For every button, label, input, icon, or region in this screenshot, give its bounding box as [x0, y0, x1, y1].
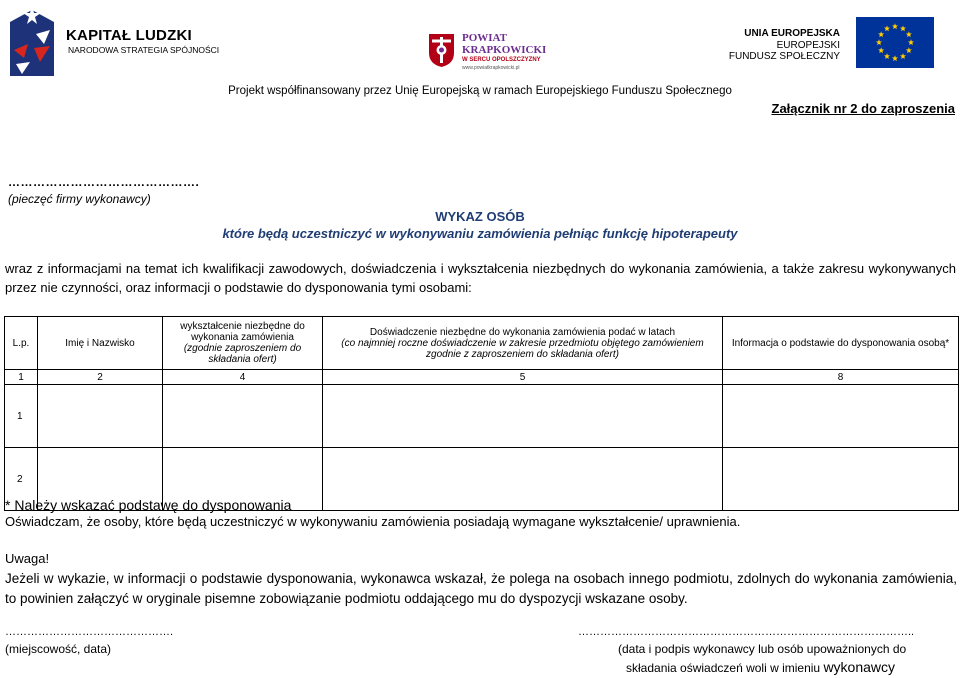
document-title: WYKAZ OSÓB	[435, 209, 525, 224]
basis-cell[interactable]	[723, 385, 959, 448]
experience-cell[interactable]	[323, 385, 723, 448]
education-cell[interactable]	[163, 385, 323, 448]
experience-cell[interactable]	[323, 448, 723, 511]
column-number: 4	[163, 370, 323, 385]
table-row	[5, 385, 959, 448]
intro-paragraph: wraz z informacjami na temat ich kwalifikacji zawodowych, doświadczenia i wykształcenia niezbędnych do wykonania zamówienia, a także zakresu wykonywanych przez nie czynności, oraz informacji o podstawie do dysponowania tymi osobami:	[5, 261, 956, 295]
header-experience	[323, 317, 723, 370]
persons-table	[4, 316, 959, 511]
signature-line: ………………………………………………………………………………..	[578, 626, 915, 638]
header-education-note: (zgodnie zaproszeniem do składania ofert)	[183, 343, 302, 365]
signature-label-line2	[626, 659, 895, 675]
eu-text-line2: EUROPEJSKI	[776, 40, 840, 51]
name-cell[interactable]	[38, 385, 163, 448]
row-number: 2	[5, 448, 38, 511]
signature-label-big: wykonawcy	[823, 659, 896, 675]
kapital-ludzki-subtitle: NARODOWA STRATEGIA SPÓJNOŚCI	[68, 45, 220, 55]
header-experience-main: Doświadczenie niezbędne do wykonania zamówienia podać w latach	[369, 326, 676, 338]
header-education	[163, 317, 323, 370]
signature-label-text: składania oświadczeń woli w imieniu	[626, 661, 821, 675]
stamp-placeholder: ……………………………………….	[8, 175, 200, 189]
column-number-row	[5, 370, 959, 385]
declaration-statement: Oświadczam, że osoby, które będą uczestniczyć w wykonywaniu zamówienia posiadają wymagane wykształcenie/ uprawnienia.	[5, 514, 741, 529]
eu-text-line3: FUNDUSZ SPOŁECZNY	[728, 51, 840, 62]
footnote: * Należy wskazać podstawę do dysponowania	[5, 497, 292, 513]
powiat-name-line2: KRAPKOWICKI	[462, 44, 547, 56]
document-subtitle: które będą uczestniczyć w wykonywaniu zamówienia pełniąc funkcję hipoterapeuty	[222, 226, 738, 241]
powiat-url: www.powiatkrapkowicki.pl	[462, 65, 520, 71]
basis-cell[interactable]	[723, 448, 959, 511]
column-number: 2	[38, 370, 163, 385]
warning-label: Uwaga!	[5, 551, 50, 566]
powiat-crest-icon	[428, 33, 455, 68]
powiat-tagline: W SERCU OPOLSZCZYZNY	[462, 57, 541, 63]
column-number: 1	[5, 370, 38, 385]
column-number: 5	[323, 370, 723, 385]
place-date-line: ……………………………………….	[5, 626, 174, 638]
eu-flag-icon	[856, 17, 934, 68]
place-date-label: (miejscowość, data)	[5, 642, 112, 656]
kapital-ludzki-title: KAPITAŁ LUDZKI	[66, 27, 192, 44]
eu-text-line1: UNIA EUROPEJSKA	[744, 28, 840, 39]
signature-label-line1: (data i podpis wykonawcy lub osób upoważnionych do	[618, 642, 907, 656]
header-name: Imię i Nazwisko	[38, 317, 163, 370]
row-number: 1	[5, 385, 38, 448]
powiat-name-line1: POWIAT	[462, 32, 508, 44]
cofunding-notice: Projekt współfinansowany przez Unię Europejską w ramach Europejskiego Funduszu Społecznego	[228, 85, 732, 97]
header-basis: Informacja o podstawie do dysponowania osobą*	[723, 317, 959, 370]
table-header-row	[5, 317, 959, 370]
header-experience-note: (co najmniej roczne doświadczenie w zakresie przedmiotu objętego zamówieniem zgodnie z zaproszeniem do składania ofert)	[341, 337, 704, 360]
column-number: 8	[723, 370, 959, 385]
annex-label: Załącznik nr 2 do zaproszenia	[771, 101, 955, 116]
kapital-ludzki-logo	[6, 4, 58, 78]
header-lp: L.p.	[5, 317, 38, 370]
header-education-main: wykształcenie niezbędne do wykonania zamówienia	[180, 321, 305, 343]
stamp-label: (pieczęć firmy wykonawcy)	[8, 192, 151, 206]
warning-text: Jeżeli w wykazie, w informacji o podstawie dysponowania, wykonawca wskazał, że polega na osobach innego podmiotu, zdolnych do wykonania zamówienia, to powinien załączyć w oryginale pisemne zobowiązanie podmiotu oddającego mu do dyspozycji wskazane osoby.	[5, 571, 957, 606]
